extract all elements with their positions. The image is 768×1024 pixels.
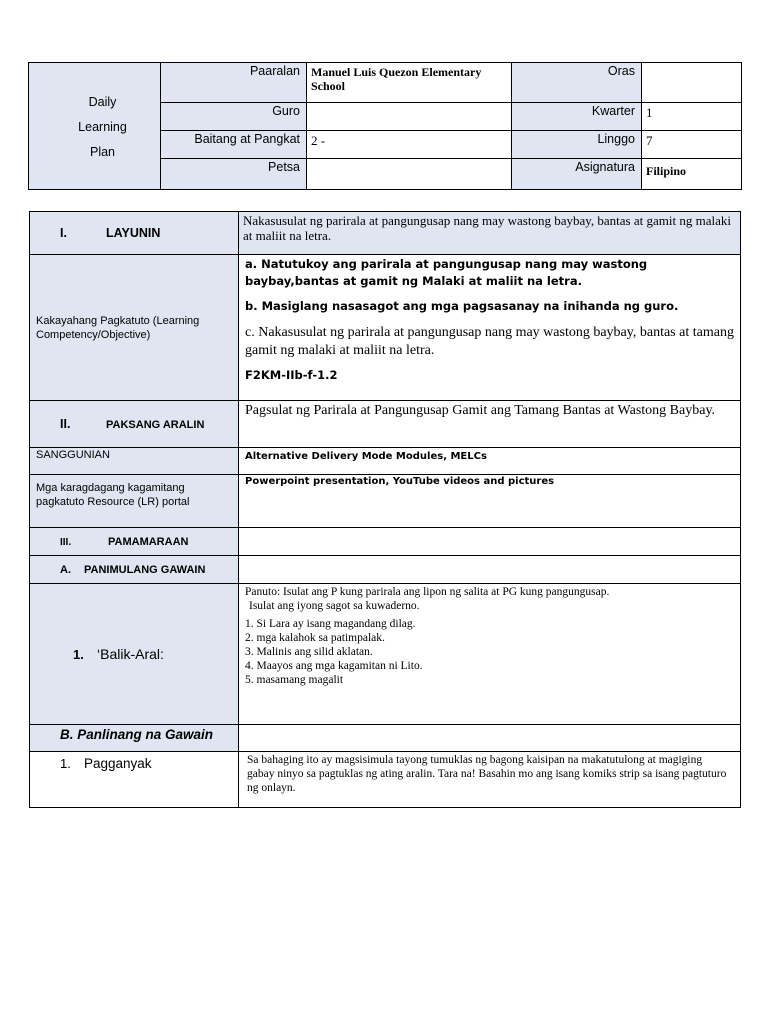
pamamaraan-heading: [30, 528, 239, 556]
balik-aral-item: 3. Malinis ang silid aklatan.: [245, 646, 373, 658]
paksa-row: [30, 401, 741, 448]
linggo-value: 7: [642, 131, 742, 159]
oras-label: Oras: [512, 63, 642, 103]
dlp-title: [29, 63, 161, 190]
lesson-plan-table: [29, 211, 741, 808]
kwarter-value: 1: [642, 103, 742, 131]
oras-value: [642, 63, 742, 103]
baitang-value: 2 -: [307, 131, 512, 159]
panimula-letter: A.: [60, 563, 71, 576]
balik-aral-item: 5. masamang magalit: [245, 674, 344, 686]
pamamaraan-roman: III.: [60, 536, 72, 548]
asignatura-label: Asignatura: [512, 159, 642, 190]
balik-aral-row: [30, 584, 741, 725]
kakayahan-content: [239, 255, 741, 401]
header-table: [28, 62, 742, 190]
paksa-roman: II.: [60, 417, 71, 431]
layunin-title: LAYUNIN: [106, 226, 161, 240]
balik-aral-item: 4. Maayos ang mga kagamitan ni Lito.: [245, 660, 423, 672]
objective-c: c. Nakasusulat ng parirala at pangungusap nang may wastong baybay, bantas at tamang gamit ng malaki at maliit na letra.: [245, 325, 734, 358]
guro-label: Guro: [161, 103, 307, 131]
dlp-title-line: Learning: [78, 119, 127, 134]
kagamitan-label: Mga karagdagang kagamitang pagkatuto Resource (LR) portal: [30, 475, 239, 528]
objective-b: b. Masiglang nasasagot ang mga pagsasanay na inihanda ng guro.: [245, 299, 679, 313]
kagamitan-row: [30, 475, 741, 528]
balik-aral-instruction: Isulat ang iyong sagot sa kuwaderno.: [249, 600, 420, 612]
balik-aral-num: 1.: [73, 647, 84, 662]
linggo-label: Linggo: [512, 131, 642, 159]
paksa-title: PAKSANG ARALIN: [106, 419, 205, 431]
paksa-text: Pagsulat ng Parirala at Pangungusap Gamit ang Tamang Bantas at Wastong Baybay.: [239, 401, 741, 448]
petsa-label: Petsa: [161, 159, 307, 190]
kakayahan-row: [30, 255, 741, 401]
pamamaraan-row: [30, 528, 741, 556]
pagganyak-text: Sa bahaging ito ay magsisimula tayong tumuklas ng bagong kaisipan na makatutulong at magiging gabay ninyo sa pagtuklas ng ating aralin. Tara na! Basahin mo ang isang komiks strip sa isang pagtuturo ng onlayn.: [239, 752, 741, 808]
kakayahan-label: Kakayahang Pagkatuto (Learning Competency/Objective): [30, 255, 239, 401]
sanggunian-label: SANGGUNIAN: [30, 448, 239, 475]
guro-value: [307, 103, 512, 131]
balik-aral-item: 1. Si Lara ay isang magandang dilag.: [245, 618, 416, 630]
objective-a: a. Natutukoy ang parirala at pangungusap nang may wastong baybay,bantas at gamit ng Malaki at maliit na letra.: [245, 257, 648, 288]
pagganyak-num: 1.: [60, 756, 71, 771]
layunin-row: [30, 212, 741, 255]
dlp-title-line: Daily: [88, 94, 117, 109]
kwarter-label: Kwarter: [512, 103, 642, 131]
competency-code: F2KM-IIb-f-1.2: [245, 368, 338, 382]
sanggunian-row: [30, 448, 741, 475]
panlinang-heading: B. Panlinang na Gawain: [30, 725, 239, 752]
panlinang-empty: [239, 725, 741, 752]
panimula-row: [30, 556, 741, 584]
panimula-heading: [30, 556, 239, 584]
baitang-label: Baitang at Pangkat: [161, 131, 307, 159]
balik-aral-title: ‘Balik-Aral:: [97, 646, 164, 662]
panlinang-row: [30, 725, 741, 752]
dlp-title-line: Plan: [89, 144, 116, 159]
layunin-heading: [30, 212, 239, 255]
asignatura-value: Filipino: [642, 159, 742, 190]
panimula-empty: [239, 556, 741, 584]
layunin-text: Nakasusulat ng parirala at pangungusap nang may wastong baybay, bantas at gamit ng malaki at maliit na letra.: [239, 212, 741, 255]
pamamaraan-title: PAMAMARAAN: [108, 535, 189, 548]
layunin-roman: I.: [60, 226, 67, 240]
paaralan-value: Manuel Luis Quezon Elementary School: [307, 63, 512, 103]
balik-aral-heading: [30, 584, 239, 725]
balik-aral-instruction: Panuto: Isulat ang P kung parirala ang lipon ng salita at PG kung pangungusap.: [245, 586, 610, 598]
paaralan-label: Paaralan: [161, 63, 307, 103]
sanggunian-text: Alternative Delivery Mode Modules, MELCs: [239, 448, 741, 475]
balik-aral-content: [239, 584, 741, 725]
pagganyak-title: Pagganyak: [84, 756, 152, 771]
pagganyak-heading: [30, 752, 239, 808]
paksa-heading: [30, 401, 239, 448]
balik-aral-item: 2. mga kalahok sa patimpalak.: [245, 632, 385, 644]
pamamaraan-empty: [239, 528, 741, 556]
pagganyak-row: [30, 752, 741, 808]
petsa-value: [307, 159, 512, 190]
panimula-title: PANIMULANG GAWAIN: [84, 563, 206, 576]
kagamitan-text: Powerpoint presentation, YouTube videos and pictures: [239, 475, 741, 528]
